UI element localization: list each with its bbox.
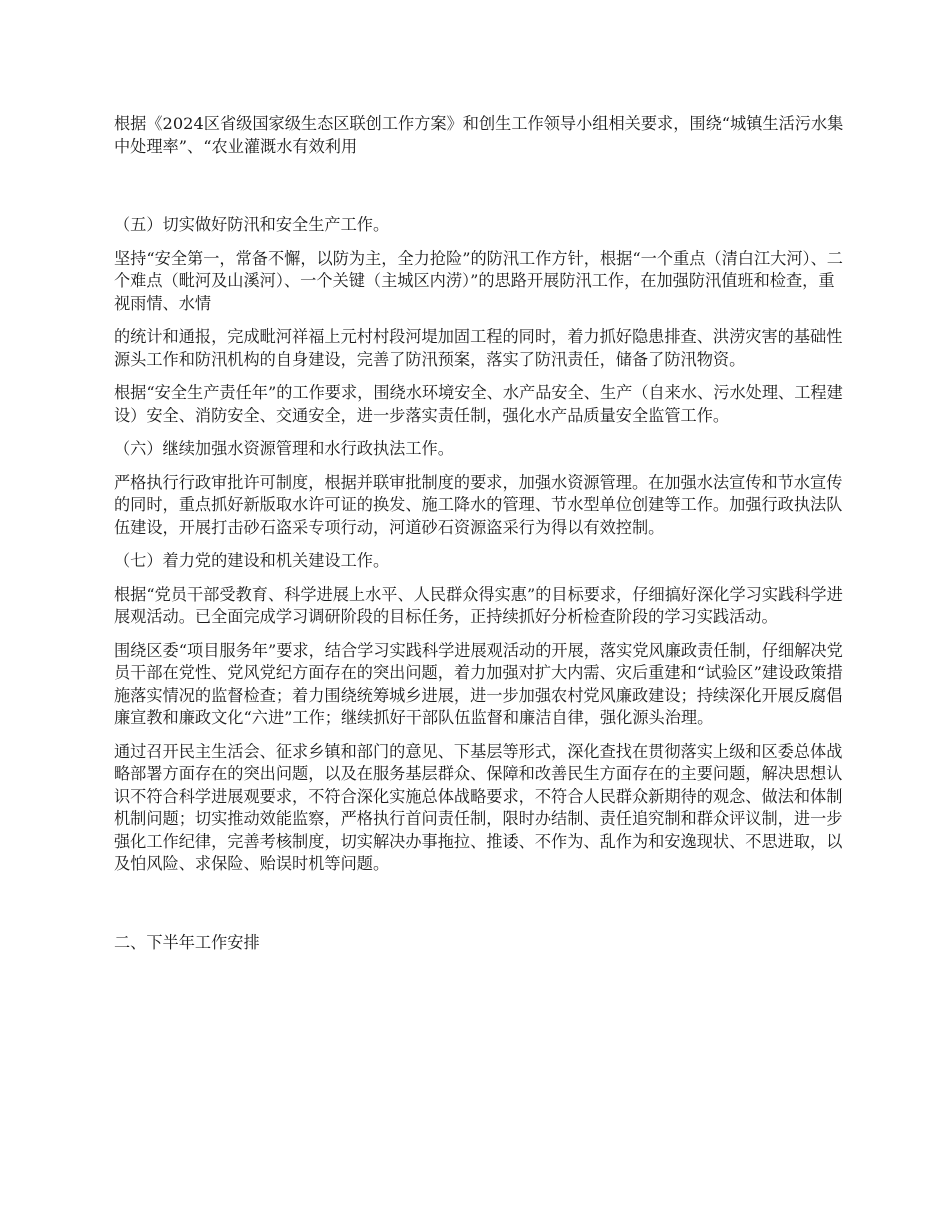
spacer [114,158,844,214]
spacer [114,237,844,248]
spacer [114,371,844,382]
section-6-paragraph-1: 严格执行行政审批许可制度，根据并联审批制度的要求，加强水资源管理。在加强水法宣传和节水宣传的同时，重点抓好新版取水许可证的换发、施工降水的管理、节水型单位创建等工作。加强行政执法队伍建设，开展打击砂石盗采专项行动，河道砂石资源盗采行为得以有效控制。 [114,472,843,537]
section-7-paragraph-3: 通过召开民主生活会、征求乡镇和部门的意见、下基层等形式，深化查找在贯彻落实上级和区委总体战略部署方面存在的突出问题，以及在服务基层群众、保障和改善民生方面存在的主要问题，解决思想认识不符合科学进展观要求，不符合深化实施总体战略要求，不符合人民群众新期待的观念、做法和体制机制问题；切实推动效能监察，严格执行首问责任制，限时办结制、责任追究制和群众评议制，进一步强化工作纪律，完善考核制度，切实解决办事拖拉、推诿、不作为、乱作为和安逸现状、不思进取，以及怕风险、求保险、贻误时机等问题。 [114,741,843,873]
part-2-heading: 二、下半年工作安排 [114,932,260,952]
spacer [114,427,844,438]
section-7-paragraph-1: 根据“党员干部受教育、科学进展上水平、人民群众得实惠”的目标要求，仔细搞好深化学习实践科学进展观活动。已全面完成学习调研阶段的目标任务，正持续抓好分析检查阶段的学习实践活动。 [114,584,843,626]
spacer [114,629,844,640]
spacer [114,573,844,584]
section-7-paragraph-2: 围绕区委“项目服务年”要求，结合学习实践科学进展观活动的开展，落实党风廉政责任制，仔细解决党员干部在党性、党风党纪方面存在的突出问题，着力加强对扩大内需、灾后重建和“试验区”建设政策措施落实情况的监督检查；着力围绕统筹城乡进展，进一步加强农村党风廉政建设；持续深化开展反腐倡廉宣教和廉政文化“六进”工作；继续抓好干部队伍监督和廉洁自律，强化源头治理。 [114,640,843,727]
document-body [114,113,844,954]
section-7-heading: （七）着力党的建设和机关建设工作。 [114,551,390,570]
intro-paragraph: 根据《2024区省级国家级生态区联创工作方案》和创生工作领导小组相关要求，围绕“城镇生活污水集中处理率”、“农业灌溉水有效利用 [114,114,844,156]
spacer [114,539,844,550]
section-5-paragraph-3: 根据“安全生产责任年”的工作要求，围绕水环境安全、水产品安全、生产（自来水、污水处理、工程建设）安全、消防安全、交通安全，进一步落实责任制，强化水产品质量安全监管工作。 [114,383,843,425]
spacer [114,315,844,326]
section-5-paragraph-2: 的统计和通报，完成毗河祥福上元村村段河堤加固工程的同时，着力抓好隐患排查、洪涝灾害的基础性源头工作和防汛机构的自身建设，完善了防汛预案，落实了防汛责任，储备了防汛物资。 [114,327,843,369]
spacer [114,461,844,472]
section-5-paragraph-1: 坚持“安全第一，常备不懈，以防为主，全力抢险”的防汛工作方针，根据“一个重点（清白江大河）、二个难点（毗河及山溪河）、一个关键（主城区内涝）”的思路开展防汛工作，在加强防汛值班和检查，重视雨情、水情 [114,248,843,313]
section-5-heading: （五）切实做好防汛和安全生产工作。 [114,215,390,234]
section-6-heading: （六）继续加强水资源管理和水行政执法工作。 [114,439,454,458]
spacer [114,730,844,741]
spacer [114,876,844,932]
